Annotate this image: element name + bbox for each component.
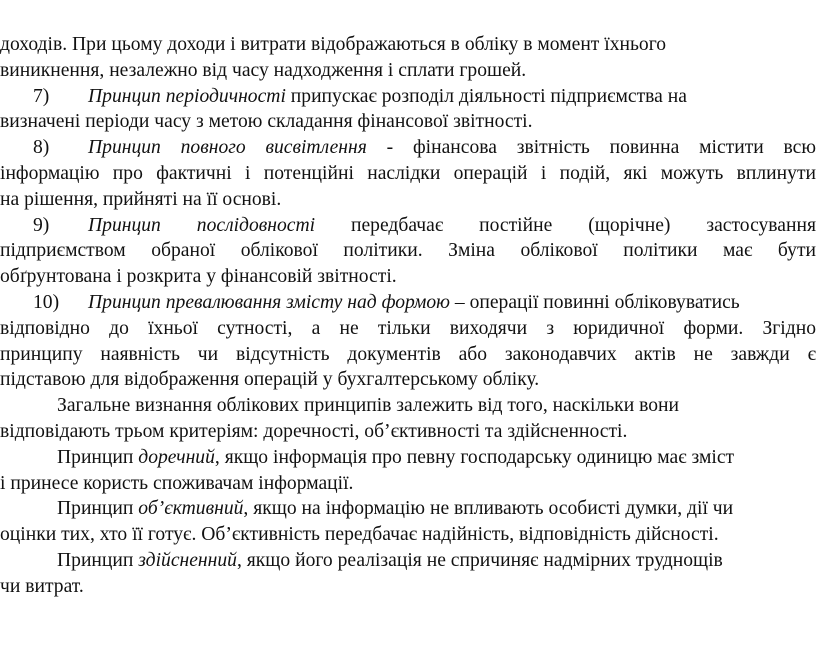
intro-line-1: доходів. При цьому доходи і витрати відображаються в обліку в момент їхнього bbox=[0, 34, 667, 55]
relevant-text: , якщо інформація про певну господарську одиницю має зміст bbox=[214, 446, 735, 468]
principle-8-line-3: на рішення, прийняті на її основі. bbox=[0, 188, 282, 210]
principle-7-line-1 bbox=[0, 84, 816, 110]
principle-8-number: 8) bbox=[33, 137, 50, 159]
feasible-line-1 bbox=[0, 548, 816, 574]
principle-9-line-3: обґрунтована і розкрита у фінансовій звітності. bbox=[0, 266, 397, 288]
relevant-line-1 bbox=[0, 445, 816, 471]
intro-line-2: виникнення, незалежно від часу надходження і сплати грошей. bbox=[0, 59, 527, 81]
general-line-2: відповідають трьом критеріям: доречності, об’єктивності та здійсненності. bbox=[0, 420, 628, 442]
relevant-prefix: Принцип bbox=[57, 446, 139, 468]
principle-10-line-4: підставою для відображення операцій у бухгалтерському обліку. bbox=[0, 369, 540, 391]
feasible-line-2: чи витрат. bbox=[0, 575, 84, 597]
feasible-prefix: Принцип bbox=[57, 549, 139, 571]
objective-prefix: Принцип bbox=[57, 498, 139, 520]
principle-9-term: Принцип послідовності bbox=[88, 214, 316, 236]
relevant-term: доречний bbox=[138, 446, 215, 468]
document-page bbox=[0, 32, 816, 600]
principle-7-line-2: визначені періоди часу з метою складання фінансової звітності. bbox=[0, 111, 533, 133]
feasible-term: здійсненний bbox=[138, 549, 237, 571]
principle-9-number: 9) bbox=[33, 214, 50, 236]
principle-8-line-1 bbox=[0, 135, 816, 161]
principle-10-number: 10) bbox=[33, 291, 60, 313]
principle-7-number: 7) bbox=[33, 85, 50, 107]
objective-line-1 bbox=[0, 496, 816, 522]
relevant-line-2: і принесе користь споживачам інформації. bbox=[0, 472, 354, 494]
principle-9-line-1 bbox=[0, 213, 816, 239]
objective-term: об’єктивний bbox=[138, 498, 244, 520]
principle-8-line-2: інформацію про фактичні і потенційні наслідки операцій і подій, які можуть вплинути bbox=[0, 162, 816, 184]
principle-7-term: Принцип періодичності bbox=[88, 85, 286, 107]
principle-8-text: - фінансова звітність повинна містити всю bbox=[366, 137, 816, 159]
principle-10-line-3: принципу наявність чи відсутність документів або законодавчих актів не завжди є bbox=[0, 343, 816, 365]
principle-8-term: Принцип повного висвітлення bbox=[88, 137, 367, 159]
objective-text: , якщо на інформацію не впливають особисті думки, дії чи bbox=[243, 498, 734, 520]
principle-7-text: припускає розподіл діяльності підприємства на bbox=[285, 85, 687, 107]
principle-10-text: – операції повинні обліковуватись bbox=[449, 291, 740, 313]
feasible-text: , якщо його реалізація не спричиняє надмірних труднощів bbox=[236, 549, 723, 571]
principle-10-line-1 bbox=[0, 290, 816, 316]
principle-10-line-2: відповідно до їхньої сутності, а не тільки виходячи з юридичної форми. Згідно bbox=[0, 317, 816, 339]
principle-10-term: Принцип превалювання змісту над формою bbox=[88, 291, 450, 313]
general-line-1: Загальне визнання облікових принципів залежить від того, наскільки вони bbox=[57, 395, 679, 417]
principle-9-line-2: підприємством обраної облікової політики. Зміна облікової політики має бути bbox=[0, 240, 816, 262]
principle-9-text: передбачає постійне (щорічне) застосування bbox=[315, 214, 816, 236]
objective-line-2: оцінки тих, хто її готує. Об’єктивність передбачає надійність, відповідність дійсності. bbox=[0, 524, 719, 546]
